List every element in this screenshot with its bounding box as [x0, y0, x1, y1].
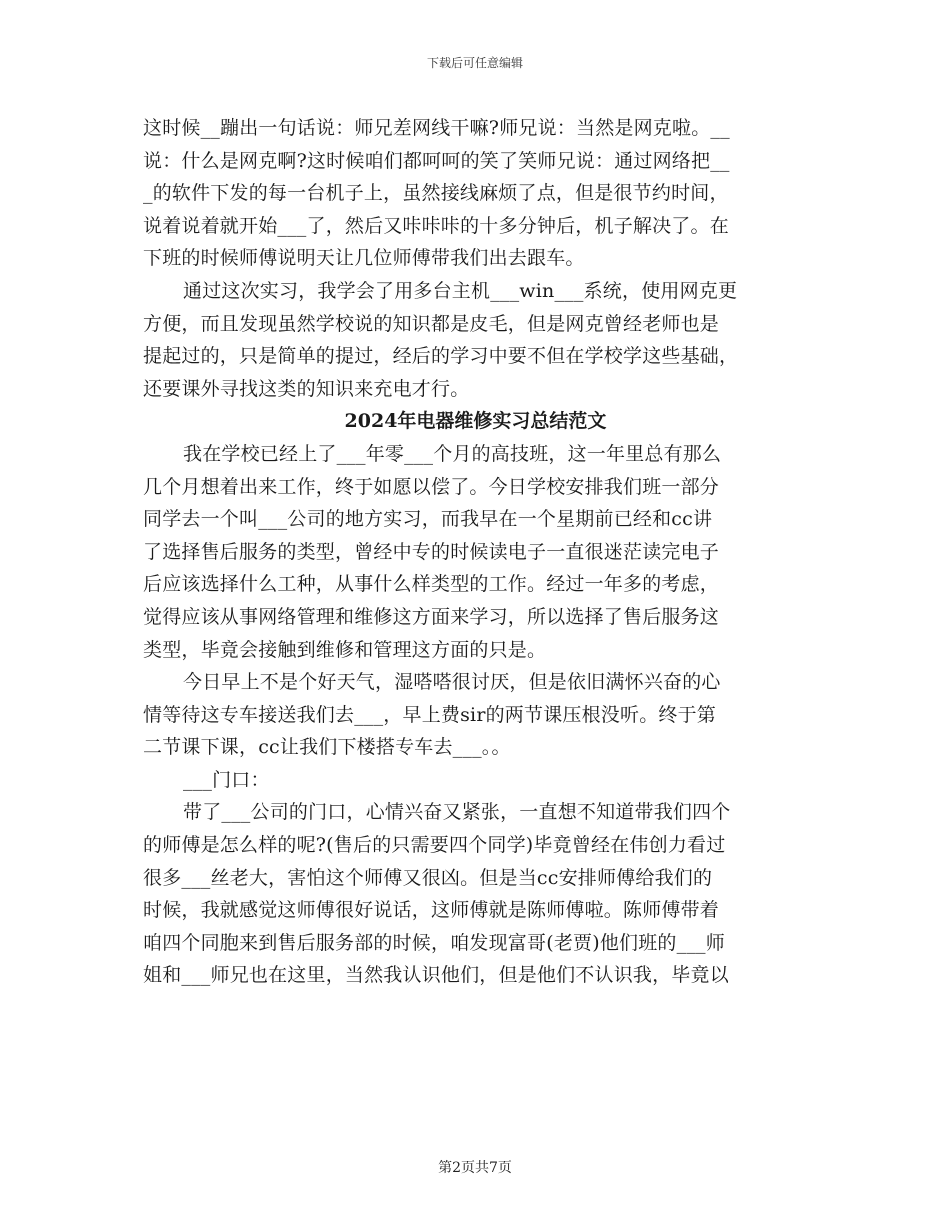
- text-line: ___门口：: [183, 768, 270, 791]
- paragraph-6: [143, 796, 808, 992]
- text-line: 说着说着就开始___了，然后又咔咔咔的十多分钟后，机子解决了。在: [143, 214, 729, 237]
- page-header-note: 下载后可任意编辑: [426, 56, 523, 70]
- text-line: 这时候__蹦出一句话说：师兄差网线干嘛?师兄说：当然是网克啦。__: [143, 117, 730, 139]
- document-body: [143, 112, 808, 992]
- section-title: 2024年电器维修实习总结范文: [344, 410, 607, 433]
- text-line: 情等待这专车接送我们去___，早上费sir的两节课压根没听。终于第: [143, 703, 717, 726]
- text-line: 说：什么是网克啊?这时候咱们都呵呵的笑了笑师兄说：通过网络把__: [143, 149, 730, 172]
- paragraph-3: [143, 438, 808, 666]
- text-line: 同学去一个叫___公司的地方实习，而我早在一个星期前已经和cc讲: [143, 508, 713, 531]
- text-line: 二节课下课，cc让我们下楼搭专车去___。。: [143, 736, 511, 759]
- text-line: 的师傅是怎么样的呢?(售后的只需要四个同学)毕竟曾经在伟创力看过: [143, 834, 726, 857]
- text-line: 类型，毕竟会接触到维修和管理这方面的只是。: [143, 638, 547, 661]
- paragraph-4: [143, 666, 808, 764]
- paragraph-2: [143, 275, 808, 405]
- text-line: 时候，我就感觉这师傅很好说话，这师傅就是陈师傅啦。陈师傅带着: [143, 899, 720, 922]
- text-line: 几个月想着出来工作，终于如愿以偿了。今日学校安排我们班一部分: [143, 475, 720, 498]
- text-line: 通过这次实习，我学会了用多台主机___win___系统，使用网克更: [183, 279, 738, 302]
- text-line: 还要课外寻找这类的知识来充电才行。: [143, 377, 470, 400]
- text-line: 了选择售后服务的类型，曾经中专的时候读电子一直很迷茫读完电子: [143, 540, 720, 563]
- page-number: 第2页共7页: [438, 1160, 512, 1176]
- text-line: 提起过的，只是简单的提过，经后的学习中要不但在学校学这些基础，: [143, 345, 739, 368]
- text-line: 今日早上不是个好天气，湿嗒嗒很讨厌，但是依旧满怀兴奋的心: [183, 671, 721, 694]
- paragraph-5: [143, 764, 808, 797]
- text-line: _的软件下发的每一台机子上，虽然接线麻烦了点，但是很节约时间，: [143, 182, 729, 205]
- text-line: 觉得应该从事网络管理和维修这方面来学习，所以选择了售后服务这: [143, 605, 720, 628]
- text-line: 很多___丝老大，害怕这个师傅又很凶。但是当cc安排师傅给我们的: [143, 866, 713, 889]
- text-line: 后应该选择什么工种，从事什么样类型的工作。经过一年多的考虑，: [143, 573, 720, 596]
- paragraph-1: [143, 112, 808, 275]
- text-line: 我在学校已经上了___年零___个月的高技班，这一年里总有那么: [183, 442, 722, 465]
- text-line: 带了___公司的门口，心情兴奋又紧张，一直想不知道带我们四个: [183, 801, 731, 824]
- text-line: 下班的时候师傅说明天让几位师傅带我们出去跟车。: [143, 247, 585, 270]
- text-line: 方便，而且发现虽然学校说的知识都是皮毛，但是网克曾经老师也是: [143, 312, 720, 335]
- text-line: 姐和___师兄也在这里，当然我认识他们，但是他们不认识我，毕竟以: [143, 964, 729, 987]
- text-line: 咱四个同胞来到售后服务部的时候，咱发现富哥(老贾)他们班的___师: [143, 931, 725, 954]
